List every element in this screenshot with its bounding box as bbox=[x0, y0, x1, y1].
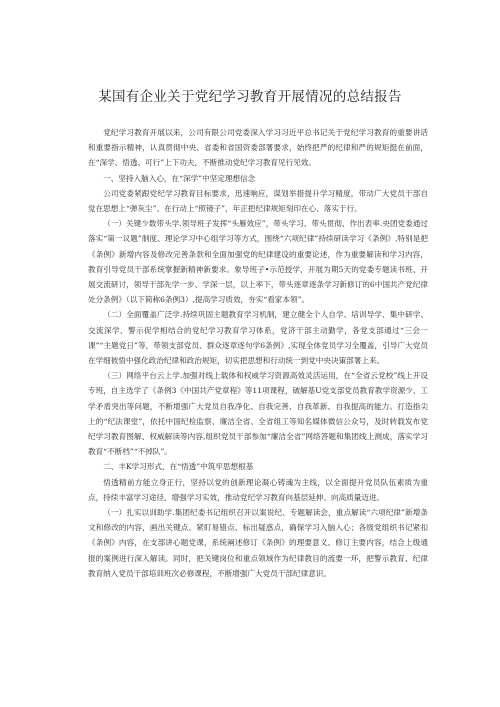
section-heading-1: 一、坚持入脑入心，在“深学”中坚定理想信念 bbox=[103, 173, 256, 183]
document-title: 某国有企业关于党纪学习教育开展情况的总结报告 bbox=[98, 89, 402, 106]
section-2-item-1: （一）扎实以训助学.集团纪委书记组织召开以案说纪、专题解读会，重点解读“六项纪律”新增条文和修改的内容，画出关键点、紧盯易错点、标出疑惑点，确保学习入脑入心；各级党组织书记紧扣《条例》内容，在支部讲心题党课，系统阐述修订《条例》的理要意义、修订主要内容，结合上级通报的案例进行深入解读。同时，把关键岗位和重点领域作为纪律教目的流要一环，把警示教育、纪律教育纳入党员干部培训班次必修课程，不断增强广大党员干部纪律意识。 bbox=[88, 508, 428, 578]
section-heading-2: 二、丰K学习形式，在“悟透”中筑牢思想根基 bbox=[103, 462, 254, 472]
section-1-item-3: （三）网络平台云上学.加强对线上载体和权威学习资源高效灵活运用，在“全省云党校”线上开设专班，自主选学了《条例3《中国共产党章程》等11项课程，破解基U党支部党员教育教学资源少、工学矛盾突出等问题，不断增强广大党员自我净化、自我完善、自我革新、自我提高的能力。打造指尖上的“纪法课堂”，依托中国纪检监察、廉洁全省、全省组工等知名媒体微信公众号，及时转载发布党纪学习教育图解、权威解读等内容,组织党员干部参加“廉洁全省”网络答题和集团线上测成，落实学习教育“不断档”“不掉队”。 bbox=[88, 371, 428, 457]
section-1-paragraph: 公司党委紧跟党纪学习教育目标要求，迅速响应，谋划举措提升学习精度，带动广大党员干部自觉在思想上“弹灰尘”、在行动上“照镜子”，年正把纪律规矩刻印在心、落实于行。 bbox=[88, 188, 428, 214]
document-body bbox=[88, 125, 428, 581]
intro-paragraph: 党纪学习教育开展以来，公司有限公司党委深入学习习近平总书记关于党纪学习教育的重要讲话和重要指示精神，认真贯彻中央、省委和省国资委部署要求，始终把严的纪律和严的规矩挺在前面，在“深学、悟透、可行”上下功夫，不断推动党纪学习教育见行见效。 bbox=[88, 128, 428, 168]
section-2-paragraph: 悟透精前方能立身正行，坚持以党的创新理论凝心铸魂为主线，以全面提升党员队伍素质为重点，持续丰富学习途径，增强学习实效，推动党纪学习教育向基层延伸、向高质量迈进。 bbox=[88, 477, 428, 502]
section-1-item-1: （一）关键少数带头学.领导班子发挥“头雁效应”，带头学习、带头贯彻、作出表率.央团党委通过落实“第一议题”制度、理论学习中心组学习等方式，围绕“六项纪律”持续研读学习《条例》,特别是把《条例》新增内容及修改完善条款和全面加强党的纪律建设的重要论述，作为重要解读和学习内容，教育引导党员干部系统掌握新精神新要求。象导班子•示范授学，开展为期5天的党委专题读书班、开展交流研讨，领导干部先学一步、学深一层，以上率下，带头逐章逐条学习新修订的6中国共产党纪律处分条例》（以下简称6条例3）,提高学习质效，夯实“看家本领”。 bbox=[88, 219, 428, 305]
section-1-item-2: （二）全面覆盖广泛学.持续巩固主题教育学习机制，建立健全个人自学、培训导学、集中研学、交流深学、警示促学相结合的党纪学习教育学习体系，党济干部主动勤学，各党支部通过“三会一课”“主题党日”等，带领支部党员、群众逐章逐句学6条例》,实现全体党员学习全覆盖，引导广大党员在学细彼悟中强化政治纪律和政治规矩，切实把思想和行动统一到党中央决策部署上来。 bbox=[88, 310, 428, 366]
